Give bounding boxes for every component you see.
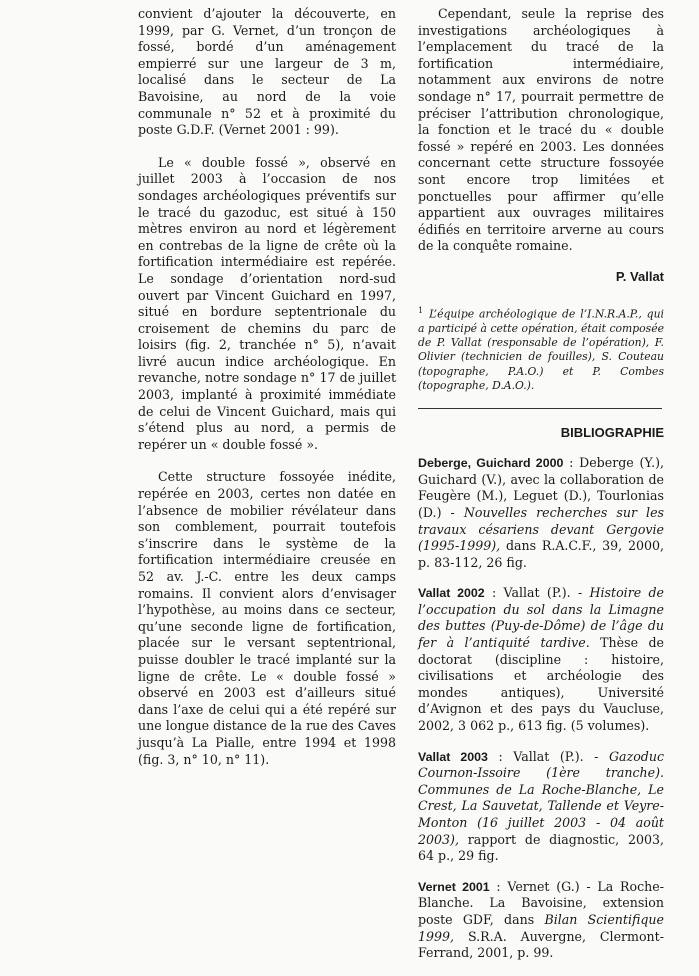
bib-text: : Deberge (Y.), Guichard (V.), avec la collaboration de Feugère (M.), Leguet (D.), Tourlonias (D.) - — [418, 455, 664, 520]
left-column — [138, 6, 396, 768]
footnote-mark: 1 — [418, 305, 424, 315]
bibliography-heading: BIBLIOGRAPHIE — [560, 424, 664, 440]
paragraph: convient d’ajouter la découverte, en 1999, par G. Vernet, d’un tronçon de fossé, bordé d’un aménagement empierré sur une largeur de 3 m, localisé dans le secteur de La Bavoisine, au nord de la voie communale n° 52 et à proximité du poste G.D.F. (Vernet 2001 : 99). — [138, 6, 396, 138]
bibliography-entry — [418, 749, 664, 865]
right-column — [418, 6, 664, 976]
bibliography-entry — [418, 879, 664, 962]
footnote-text: L’équipe archéologique de l’I.N.R.A.P., qui a participé à cette opération, était composée de P. Vallat (responsable de l’opération), F. Olivier (technicien de fouilles), S. Couteau (topographe, P.A.O.) et P. Combes (topographe, D.A.O.). — [418, 307, 664, 393]
bib-text: S.R.A. Auvergne, Clermont-Ferrand, 2001, p. 99. — [418, 928, 664, 961]
bib-key: Vallat 2002 — [418, 586, 485, 601]
bibliography-entry — [418, 585, 664, 734]
bib-title: Gazoduc Cournon-Issoire (1ère tranche). Communes de La Roche-Blanche, Le Crest, La Sauvetat, Tallende et Veyre-Monton (16 juillet 2003 - 04 août 2003), — [418, 748, 665, 847]
bib-key: Vernet 2001 — [418, 879, 490, 894]
bib-title: Bilan Scientifique 1999, — [418, 911, 664, 944]
bib-text: rapport de diagnostic, 2003, 64 p., 29 fig. — [418, 831, 664, 864]
bib-title: Histoire de l’occupation du sol dans la Limagne des buttes (Puy-de-Dôme) de l’âge du fer à l’antiquité tardive. — [418, 585, 664, 651]
author-signature: P. Vallat — [615, 268, 664, 284]
paragraph: Cependant, seule la reprise des investigations archéologiques à l’emplacement du tracé de la fortification intermédiaire, notamment aux environs de notre sondage n° 17, pourrait permettre de préciser l’attribution chronologique, la fonction et le tracé du « double fossé » repéré en 2003. Les données concernant cette structure fossoyée sont encore trop limitées et ponctuelles pour affirmer qu’elle appartient aux ouvrages militaires édifiés en territoire arverne au cours de la conquête romaine. — [418, 6, 664, 254]
bib-key: Vallat 2003 — [418, 749, 488, 764]
bib-text: : Vallat (P.). - — [487, 748, 609, 764]
bib-text: : Vernet (G.) - La Roche-Blanche. La Bavoisine, extension poste GDF, dans — [418, 878, 664, 927]
divider — [418, 408, 662, 409]
bib-text: : Vallat (P.). - — [484, 585, 590, 601]
bib-key: Deberge, Guichard 2000 — [418, 456, 564, 471]
bib-text: Thèse de doctorat (discipline : histoire, civilisations et archéologie des mondes antiques), Université d’Avignon et des pays du Vaucluse, 2002, 3 062 p., 613 fig. (5 volumes). — [418, 635, 664, 734]
footnote — [418, 304, 664, 394]
paragraph: Le « double fossé », observé en juillet 2003 à l’occasion de nos sondages archéologiques préventifs sur le tracé du gazoduc, est situé à 150 mètres environ au nord et légèrement en contrebas de la ligne de crête où la fortification intermédiaire est repérée. Le sondage d’orientation nord-sud ouvert par Vincent Guichard en 1997, situé en bordure septentrionale du croisement de chemins du parc de loisirs (fig. 2, tranchée n° 5), n’avait livré aucun indice archéologique. En revanche, notre sondage n° 17 de juillet 2003, implanté à proximité immédiate de celui de Vincent Guichard, mais qui s’étend plus au nord, a permis de repérer un « double fossé ». — [138, 154, 396, 452]
paragraph: Cette structure fossoyée inédite, repérée en 2003, certes non datée en l’absence de mobilier révélateur dans son comblement, pourrait toutefois s’inscrire dans le système de la fortification intermédiaire creusée en 52 av. J.-C. entre les deux camps romains. Il convient alors d’envisager l’hypothèse, au moins dans ce secteur, qu’une seconde ligne de fortification, placée sur le versant septentrional, puisse doubler le tracé implanté sur la ligne de crête. Le « double fossé » observé en 2003 est d’ailleurs situé dans l’axe de celui qui a été repéré sur une longue distance de la rue des Caves jusqu’à La Pialle, entre 1994 et 1998 (fig. 3, n° 10, n° 11). — [138, 469, 396, 767]
bibliography-entry — [418, 455, 664, 571]
bib-text: dans R.A.C.F., 39, 2000, p. 83-112, 26 fig. — [418, 538, 664, 570]
bib-title: Nouvelles recherches sur les travaux césariens devant Gergovie (1995-1999), — [418, 504, 664, 554]
